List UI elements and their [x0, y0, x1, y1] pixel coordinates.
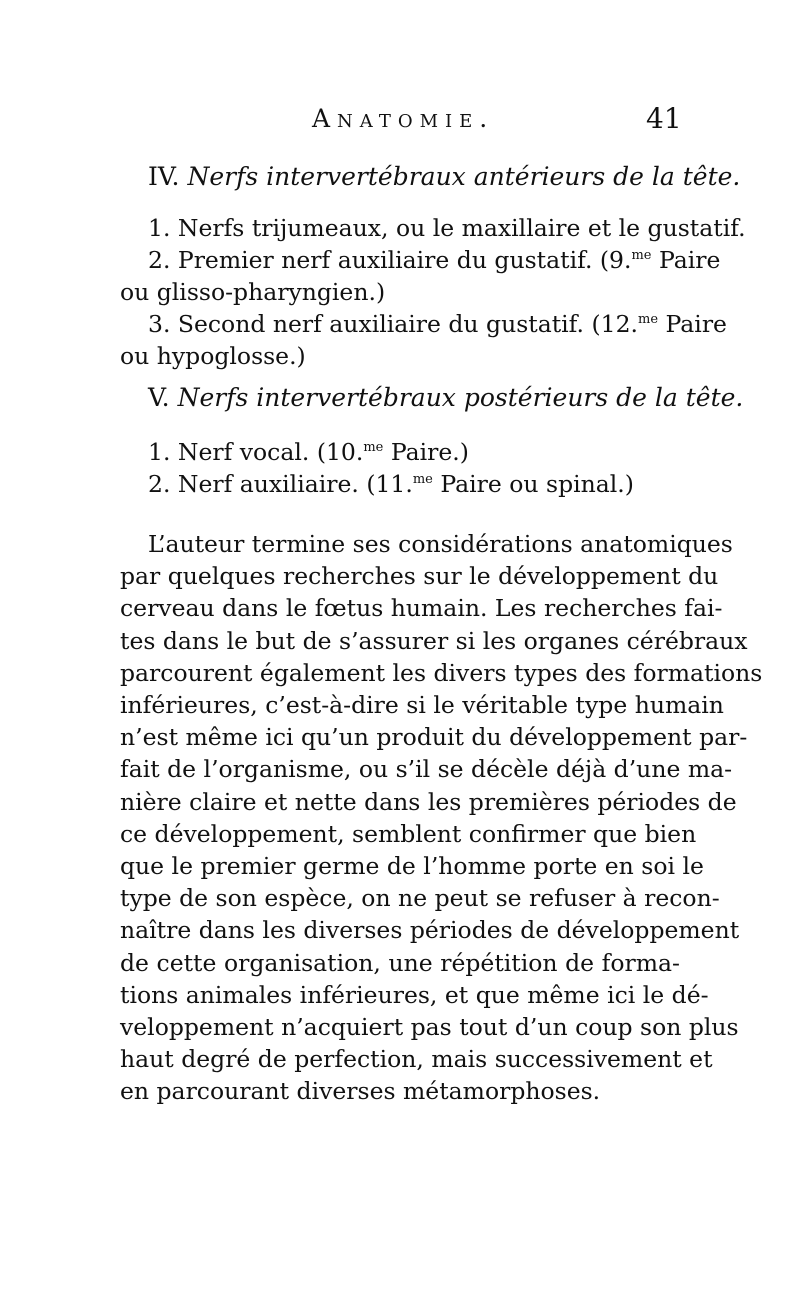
paragraph-line: L’auteur termine ses considérations anatomiques	[148, 530, 733, 558]
section-heading-iv	[148, 162, 740, 191]
paragraph-line: cerveau dans le fœtus humain. Les recherches fai-	[120, 594, 723, 623]
paragraph-line: tes dans le but de s’assurer si les organes cérébraux	[120, 626, 748, 655]
paragraph-line: nière claire et nette dans les premières périodes de	[120, 787, 737, 816]
paragraph-line: type de son espèce, on ne peut se refuser à recon-	[120, 884, 720, 913]
section-number: V.	[148, 383, 170, 412]
page-number: 41	[646, 102, 682, 135]
page-header	[0, 104, 800, 138]
paragraph-line: par quelques recherches sur le développement du	[120, 562, 719, 591]
list-item-continuation: ou hypoglosse.)	[120, 342, 306, 370]
list-item-continuation: ou glisso-pharyngien.)	[120, 278, 386, 306]
paragraph-line: de cette organisation, une répétition de forma-	[120, 948, 680, 977]
paragraph-line: parcourent également les divers types des formations	[120, 658, 763, 687]
section-title: Nerfs intervertébraux antérieurs de la tête.	[187, 162, 741, 191]
paragraph-line: inférieures, c’est-à-dire si le véritable type humain	[120, 691, 724, 719]
paragraph-line: que le premier germe de l’homme porte en soi le	[120, 852, 704, 880]
paragraph-line: ce développement, semblent confirmer que bien	[120, 819, 697, 848]
list-item: 2. Nerf auxiliaire. (11.$^{me}$ Paire ou spinal.)	[148, 470, 634, 498]
paragraph-line: veloppement n’acquiert pas tout d’un coup son plus	[120, 1013, 739, 1041]
section-heading-v	[148, 383, 743, 412]
list-item: 1. Nerf vocal. (10.$^{me}$ Paire.)	[148, 438, 469, 466]
paragraph-line: naître dans les diverses périodes de développement	[120, 916, 740, 945]
paragraph-line: n’est même ici qu’un produit du développement par-	[120, 723, 748, 752]
list-item: 3. Second nerf auxiliaire du gustatif. (12.$^{me}$ Paire	[148, 310, 727, 338]
paragraph-line: fait de l’organisme, ou s’il se décèle déjà d’une ma-	[120, 755, 733, 784]
paragraph-line: haut degré de perfection, mais successivement et	[120, 1045, 713, 1074]
section-title: Nerfs intervertébraux postérieurs de la tête.	[177, 383, 744, 412]
paragraph-line: tions animales inférieures, et que même ici le dé-	[120, 980, 709, 1009]
list-item: 1. Nerfs trijumeaux, ou le maxillaire et le gustatif.	[148, 214, 746, 242]
running-title: Anatomie.	[312, 104, 495, 133]
paragraph-line: en parcourant diverses métamorphoses.	[120, 1077, 601, 1106]
section-number: IV.	[148, 162, 180, 191]
list-item: 2. Premier nerf auxiliaire du gustatif. (9.$^{me}$ Paire	[148, 246, 721, 274]
